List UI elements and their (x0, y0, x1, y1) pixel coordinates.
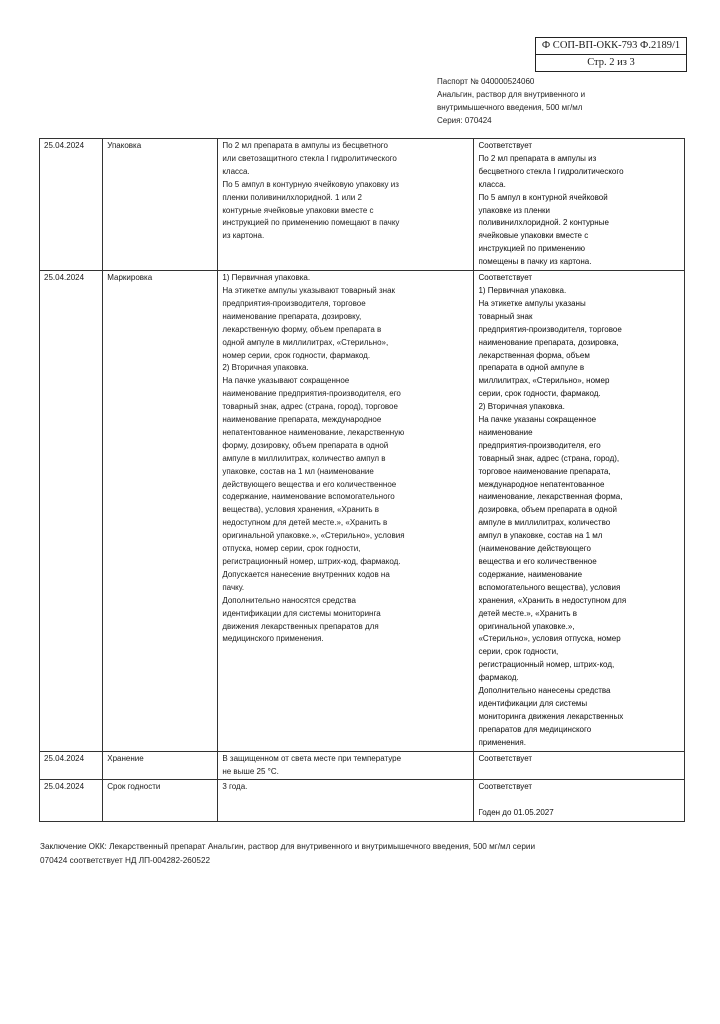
result-line: препарата в одной ампуле в (478, 363, 585, 373)
test-date: 25.04.2024 (40, 139, 103, 271)
requirement-line: 2) Вторичная упаковка. (222, 363, 309, 373)
form-code: Ф СОП-ВП-ОКК-793 Ф.2189/1 (541, 40, 681, 51)
result-line: дозировка, объем препарата в одной (478, 505, 618, 515)
result-line: По 2 мл препарата в ампулы из (478, 153, 597, 163)
requirement-line: Дополнительно наносятся средства (222, 595, 357, 605)
requirement-line: регистрационный номер, штрих-код, фармакод. (222, 557, 401, 566)
result-line: Дополнительно нанесены средства (478, 686, 611, 696)
requirement-line: 3 года. (222, 782, 248, 792)
test-results-table (39, 138, 685, 822)
result-line: товарный знак (478, 311, 533, 321)
requirement-line: Допускается нанесение внутренних кодов на (222, 569, 390, 579)
result-line: ампул в упаковке, состав на 1 мл (478, 531, 603, 541)
requirement-line: На этикетке ампулы указывают товарный знак (222, 285, 396, 295)
requirement-line: действующего вещества и его количественное (222, 479, 397, 489)
requirement-line: товарный знак, адрес (страна, город), торговое (222, 402, 398, 412)
table-row (40, 139, 685, 271)
result-line: наименование (478, 427, 533, 437)
result-line: идентификации для системы (478, 698, 588, 708)
requirement-line: На пачке указывают сокращенное (222, 376, 350, 386)
result-line: препаратов для медицинского (478, 724, 592, 734)
result-line: (наименование действующего (478, 544, 591, 554)
result-line: серии, срок годности, фармакод. (478, 389, 601, 399)
result-line: ампуле в миллилитрах, количество (478, 518, 611, 528)
result-line: хранения, «Хранить в недоступном для (478, 595, 627, 605)
test-result (474, 780, 685, 822)
result-line: По 5 ампул в контурной ячейковой (478, 192, 608, 202)
requirement-line: одной ампуле в миллилитрах, «Стерильно», (222, 337, 389, 347)
result-line: детей месте.», «Хранить в (478, 608, 577, 618)
qc-conclusion (40, 840, 680, 868)
result-line: наименование препарата, дозировка, (478, 337, 619, 347)
requirement-line: ампуле в миллилитрах, количество ампул в (222, 453, 386, 463)
result-line: Соответствует (478, 141, 533, 150)
requirement-line: номер серии, срок годности, фармакод. (222, 350, 371, 360)
table-row (40, 271, 685, 752)
requirement-line: пленки поливинилхлоридной. 1 или 2 (222, 192, 362, 202)
requirement-line: предприятия-производителя, торговое (222, 298, 366, 308)
result-line: применения. (478, 737, 526, 747)
test-result (474, 751, 685, 780)
test-result (474, 139, 685, 271)
result-line: торговое наименование препарата, (478, 466, 611, 476)
result-line: ячейковые упаковки вместе с (478, 231, 589, 241)
result-line: оригинальной упаковке.», (478, 621, 575, 631)
requirement-line: контурные ячейковые упаковки вместе с (222, 205, 374, 215)
test-requirement (218, 271, 474, 752)
result-line: упаковке из пленки (478, 205, 550, 215)
requirement-line: непатентованное наименование, лекарственную (222, 427, 405, 437)
requirement-line: наименование предприятия-производителя, его (222, 389, 401, 399)
result-line: помещены в пачку из картона. (478, 257, 592, 267)
test-requirement (218, 139, 474, 271)
result-line: предприятия-производителя, его (478, 440, 601, 450)
test-name: Срок годности (103, 780, 218, 822)
result-line: миллилитрах, «Стерильно», номер (478, 376, 610, 386)
test-name: Маркировка (103, 271, 218, 752)
requirement-line: пачку. (222, 582, 245, 592)
conclusion-line-1: Заключение ОКК: Лекарственный препарат Анальгин, раствор для внутривенного и внутримышечного введения, 500 мг/мл серии (40, 842, 536, 851)
requirement-line: из картона. (222, 231, 265, 241)
passport-block (437, 75, 585, 127)
requirement-line: вещества), условия хранения, «Хранить в (222, 505, 379, 515)
table-row (40, 780, 685, 822)
requirement-line: По 2 мл препарата в ампулы из бесцветного (222, 141, 388, 150)
result-line: инструкцией по применению (478, 244, 586, 254)
result-line: регистрационный номер, штрих-код, (478, 660, 615, 670)
requirement-line: недоступном для детей месте.», «Хранить в (222, 518, 388, 528)
test-result (474, 271, 685, 752)
result-line: поливинилхлоридной. 2 контурные (478, 218, 609, 228)
page-number: Стр. 2 из 3 (536, 54, 686, 71)
requirement-line: упаковке, состав на 1 мл (наименование (222, 466, 374, 476)
requirement-line: оригинальной упаковке.», «Стерильно», условия (222, 531, 405, 541)
requirement-line: класса. (222, 166, 250, 176)
passport-number: Паспорт № 040000524060 (437, 77, 535, 86)
result-line: серии, срок годности, (478, 647, 559, 657)
test-date: 25.04.2024 (40, 271, 103, 752)
result-line: товарный знак, адрес (страна, город), (478, 453, 620, 463)
result-line: предприятия-производителя, торговое (478, 324, 622, 334)
test-name: Упаковка (103, 139, 218, 271)
result-line (478, 794, 680, 807)
result-line: 1) Первичная упаковка. (478, 285, 567, 295)
result-line: 2) Вторичная упаковка. (478, 402, 565, 412)
test-requirement (218, 751, 474, 780)
result-line: бесцветного стекла I гидролитического (478, 166, 624, 176)
requirement-line: идентификации для системы мониторинга (222, 608, 381, 618)
requirement-line: форму, дозировку, объем препарата в одной (222, 440, 389, 450)
test-requirement (218, 780, 474, 822)
requirement-line: наименование препарата, международное (222, 415, 382, 425)
requirement-line: медицинского применения. (222, 634, 324, 644)
result-line: На этикетке ампулы указаны (478, 298, 586, 308)
result-line: лекарственная форма, объем (478, 350, 590, 360)
result-line: На пачке указаны сокращенное (478, 415, 597, 425)
result-line: международное непатентованное (478, 479, 605, 489)
test-name: Хранение (103, 751, 218, 780)
result-line: Соответствует (478, 782, 533, 792)
requirement-line: отпуска, номер серии, срок годности, (222, 544, 361, 554)
result-line: вспомогательного вещества), условия (478, 582, 621, 592)
requirement-line: содержание, наименование вспомогательного (222, 492, 395, 502)
test-date: 25.04.2024 (40, 751, 103, 780)
result-line: наименование, лекарственная форма, (478, 492, 623, 502)
requirement-line: не выше 25 °С. (222, 766, 279, 776)
form-code-box (535, 37, 687, 72)
product-name-line-2: внутримышечного введения, 500 мг/мл (437, 103, 583, 112)
result-line: Годен до 01.05.2027 (478, 808, 554, 818)
product-name-line-1: Анальгин, раствор для внутривенного и (437, 90, 586, 99)
result-line: Соответствует (478, 273, 533, 283)
requirement-line: В защищенном от света месте при температуре (222, 753, 402, 763)
requirement-line: 1) Первичная упаковка. (222, 273, 311, 283)
result-line: вещества и его количественное (478, 557, 597, 566)
requirement-line: наименование препарата, дозировку, (222, 311, 362, 321)
requirement-line: или светозащитного стекла I гидролитического (222, 153, 397, 163)
result-line: содержание, наименование (478, 569, 583, 579)
result-line: класса. (478, 179, 506, 189)
requirement-line: лекарственную форму, объем препарата в (222, 324, 382, 334)
table-row (40, 751, 685, 780)
conclusion-line-2: 070424 соответствует НД ЛП-004282-260522 (40, 856, 211, 865)
result-line: Соответствует (478, 753, 533, 763)
requirement-line: По 5 ампул в контурную ячейковую упаковку из (222, 179, 399, 189)
test-date: 25.04.2024 (40, 780, 103, 822)
result-line: фармакод. (478, 673, 519, 683)
result-line: мониторинга движения лекарственных (478, 711, 624, 721)
requirement-line: инструкцией по применению помещают в пачку (222, 218, 400, 228)
batch-number: Серия: 070424 (437, 116, 492, 125)
requirement-line: движения лекарственных препаратов для (222, 621, 379, 631)
result-line: «Стерильно», условия отпуска, номер (478, 634, 621, 644)
